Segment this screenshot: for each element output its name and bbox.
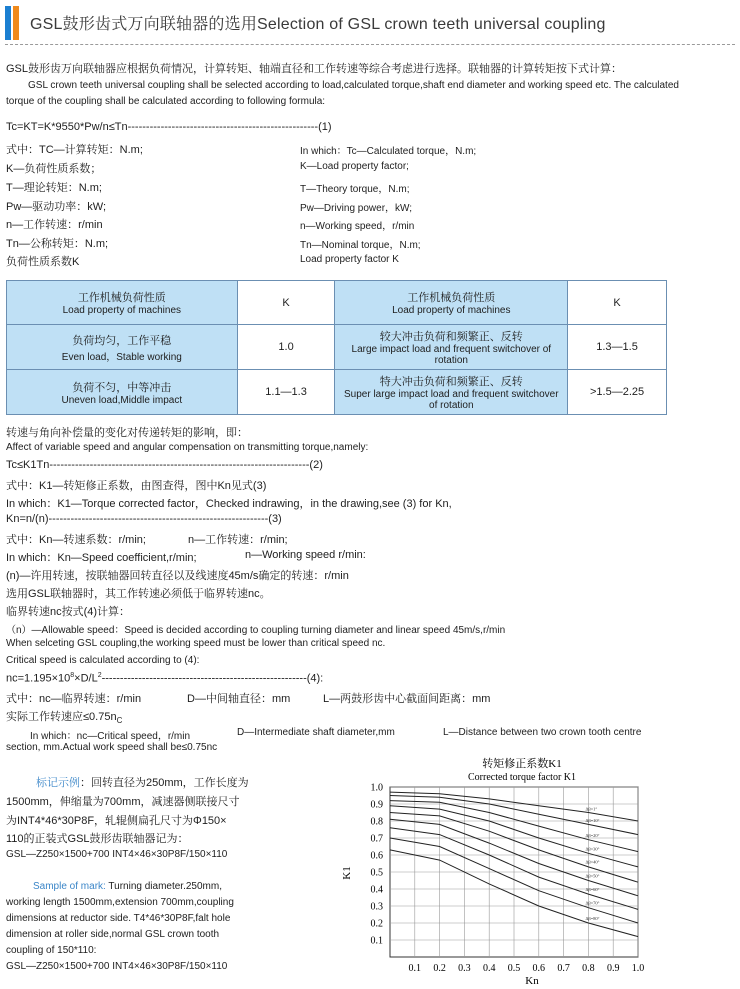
- def-right-item: K—Load property factor;: [300, 161, 409, 172]
- formula-1: Tc=KT=K*9550*Pw/n≤Tn----------------------------------------------------(1): [6, 121, 332, 133]
- chart-xtick-label: 1.0: [631, 963, 645, 974]
- table-row: [7, 370, 667, 415]
- sec2-line: Affect of variable speed and angular compensation on transmitting torque,namely:: [6, 442, 369, 453]
- sample-line: working length 1500mm,extension 700mm,coupling: [6, 897, 234, 908]
- sec2-line: 转速与角向补偿量的变化对传递转矩的影响，即：: [6, 427, 248, 439]
- sample-line: dimension at roller side,normal GSL crown tooth: [6, 929, 220, 940]
- formula-4-sup: 8: [70, 672, 75, 679]
- table-cell: [568, 325, 667, 370]
- cell-k: 1.3—1.5: [596, 341, 638, 353]
- def-left-item: 负荷性质系数K: [6, 256, 80, 268]
- chart-series-label: Δβ=10°: [585, 817, 600, 823]
- sec2-line: In which：Kn—Speed coefficient,r/min;: [6, 552, 197, 564]
- sec2-line: 选用GSL联轴器时，其工作转速必须低于临界转速nc。: [6, 588, 271, 600]
- def-left-item: Tn—公称转矩：N.m;: [6, 238, 109, 250]
- chart-xtick-label: 0.7: [557, 963, 570, 974]
- cell-cn: 负荷均匀，工作平稳: [72, 334, 172, 347]
- sample-line: [33, 881, 222, 892]
- def-left-item: T—理论转矩：N.m;: [6, 182, 102, 194]
- sec2-sub: C: [116, 716, 123, 726]
- def-left-item: K—负荷性质系数；: [6, 163, 102, 175]
- sample-label: Sample of mark:: [33, 881, 106, 892]
- load-property-table: [6, 280, 667, 415]
- header-divider: [5, 44, 735, 45]
- cell-en: Even load，Stable working: [61, 351, 182, 363]
- intro-en-line1: GSL crown teeth universal coupling shall be selected according to load,calculated torque,shaft end diameter and working speed etc. The calculated: [28, 80, 679, 91]
- sec2-line: 式中：Kn—转速系数：r/min;: [6, 534, 146, 546]
- sample-text: ：回转直径为250mm，工作长度为: [80, 777, 249, 789]
- intro-cn: GSL鼓形齿万向联轴器应根据负荷情况，计算转矩、轴端直径和工作转速等综合考虑进行选择。联轴器的计算转矩按下式计算：: [6, 63, 623, 75]
- sec2-line: （n）—Allowable speed：Speed is decided according to coupling turning diameter and linear speed 45m/s,r/min: [6, 625, 506, 636]
- chart-ytick-label: 0.5: [370, 867, 383, 879]
- chart-ytick-label: 0.2: [370, 918, 383, 930]
- def-right-item: Load property factor K: [300, 254, 399, 265]
- table-row: [7, 325, 667, 370]
- sec2-line: section, mm.Actual work speed shall be≤0.75nc: [6, 742, 218, 753]
- sec2-line: Critical speed is calculated according to (4):: [6, 655, 200, 666]
- cell-cn: 特大冲击负荷和频繁正、反转: [379, 376, 523, 388]
- chart-series-label: Δβ=40°: [585, 859, 600, 865]
- header-k: K: [282, 296, 290, 309]
- formula-4-part: nc=1.195×10: [6, 672, 71, 685]
- chart-xtick-label: 0.5: [507, 963, 521, 974]
- header-k: K: [613, 296, 621, 309]
- sample-line: 110的正装式GSL鼓形齿联轴器记为：: [6, 833, 189, 845]
- formula-4-part: ×D/L: [74, 672, 98, 685]
- chart-title: 转矩修正系数K1: [482, 758, 562, 770]
- def-right-item: n—Working speed，r/min: [300, 221, 415, 232]
- cell-en: Super large impact load and frequent switchover of rotation: [344, 389, 559, 411]
- def-left-item: 式中：TC—计算转矩：N.m;: [6, 144, 143, 156]
- table-cell: [7, 325, 238, 370]
- table-header-row: [7, 281, 667, 325]
- header-en: Load property of machines: [62, 305, 182, 316]
- sec2-line: L—两鼓形齿中心截面间距离：mm: [323, 693, 491, 705]
- table-cell: [237, 325, 335, 370]
- sec2-line: 式中：K1—转矩修正系数，由图查得，图中Kn见式(3): [6, 480, 267, 492]
- chart-xlabel: Kn: [525, 975, 539, 987]
- chart-xtick-label: 0.4: [482, 963, 496, 974]
- sec2-line: When selceting GSL coupling,the working speed must be lower than critical speed nc.: [6, 638, 386, 649]
- chart-series-label: Δβ=1°: [585, 806, 598, 812]
- chart-xtick-label: 0.8: [582, 963, 595, 974]
- header-accent-orange: [13, 6, 19, 40]
- table-header-cell: [237, 281, 335, 325]
- sec2-line: D—中间轴直径：mm: [187, 693, 291, 705]
- sample-line: 为INT4*46*30P8F，轧辊侧扁孔尺寸为Φ150×: [6, 815, 227, 827]
- def-right-item: Pw—Driving power，kW;: [300, 203, 413, 214]
- k1-chart: [330, 755, 670, 987]
- table-cell: [335, 370, 568, 415]
- sec2-line: In which：K1—Torque corrected factor，Checked indrawing，in the drawing,see (3) for Kn,: [6, 498, 452, 510]
- sample-line: [36, 774, 249, 790]
- header-accent-blue: [5, 6, 11, 40]
- table-cell: [237, 370, 335, 415]
- header-cn: 工作机械负荷性质: [407, 292, 496, 304]
- sec2-line: [6, 708, 122, 725]
- cell-en: Large impact load and frequent switchover of rotation: [351, 344, 552, 366]
- chart-ytick-label: 0.8: [370, 816, 383, 828]
- sample-line: dimensions at reductor side. T4*46*30P8F,falt hole: [6, 913, 231, 924]
- chart-series-label: Δβ=80°: [585, 915, 600, 921]
- chart-ytick-label: 0.6: [370, 850, 383, 862]
- table-cell: [568, 370, 667, 415]
- cell-en: Uneven load,Middle impact: [61, 394, 183, 406]
- chart-series-label: Δβ=30°: [585, 846, 600, 852]
- sec2-line: 式中：nc—临界转速：r/min: [6, 693, 142, 705]
- cell-cn: 负荷不匀，中等冲击: [72, 381, 172, 394]
- formula-4-part: --------------------------------------------------------(4):: [101, 672, 324, 685]
- sec2-part: 实际工作转速应≤0.75n: [6, 711, 117, 723]
- chart-xtick-label: 0.2: [433, 963, 446, 974]
- page-title: GSL鼓形齿式万向联轴器的选用Selection of GSL crown teeth universal coupling: [30, 16, 606, 33]
- formula-2: Tc≤K1Tn-----------------------------------------------------------------------(2): [6, 459, 323, 471]
- intro-en-line2: torque of the coupling shall be calculated according to following formula:: [6, 96, 326, 107]
- def-left-item: Pw—驱动功率：kW;: [6, 201, 107, 213]
- chart-ytick-label: 0.7: [370, 833, 383, 845]
- chart-ytick-label: 0.3: [370, 901, 383, 913]
- def-right-item: Tn—Nominal torque，N.m;: [300, 240, 421, 251]
- chart-ylabel: K1: [341, 866, 353, 880]
- chart-ytick-label: 0.4: [370, 884, 383, 896]
- def-right-item: In which：Tc—Calculated torque，N.m;: [300, 146, 477, 157]
- sample-line: coupling of 150*110:: [6, 945, 97, 956]
- sec2-line: 临界转速nc按式(4)计算：: [6, 606, 131, 618]
- sample-text: Turning diameter.250mm,: [105, 881, 222, 892]
- table-cell: [335, 325, 568, 370]
- cell-k: 1.0: [278, 341, 294, 353]
- sample-label: 标记示例: [36, 777, 80, 789]
- sec2-line: (n)—许用转速，按联轴器回转直径以及线速度45m/s确定的转速：r/min: [6, 570, 349, 582]
- header-cn: 工作机械负荷性质: [77, 292, 166, 304]
- formula-3: Kn=n/(n)------------------------------------------------------------(3): [6, 513, 282, 525]
- table-header-cell: [7, 281, 238, 325]
- table-cell: [7, 370, 238, 415]
- chart-series-label: Δβ=50°: [585, 873, 600, 879]
- formula-4: [6, 672, 323, 685]
- cell-cn: 较大冲击负荷和频繁正、反转: [379, 331, 523, 343]
- chart-xtick-label: 0.1: [408, 963, 422, 974]
- header-en: Load property of machines: [392, 305, 511, 316]
- chart-xtick-label: 0.3: [458, 963, 471, 974]
- sec2-line: n—工作转速：r/min;: [188, 534, 288, 546]
- cell-k: 1.1—1.3: [265, 386, 307, 398]
- sec2-line: D—Intermediate shaft diameter,mm: [237, 727, 395, 738]
- cell-k: >1.5—2.25: [589, 386, 645, 398]
- chart-ytick-label: 1.0: [370, 782, 383, 794]
- sec2-line: In which：nc—Critical speed，r/min: [30, 731, 191, 742]
- chart-series-label: Δβ=20°: [585, 832, 600, 838]
- chart-subtitle: Corrected torque factor K1: [467, 772, 577, 783]
- chart-grid: [390, 787, 638, 957]
- chart-ytick-label: 0.1: [370, 935, 383, 947]
- chart-xtick-label: 0.6: [532, 963, 546, 974]
- table-header-cell: [335, 281, 568, 325]
- sample-line: GSL—Z250×1500+700 INT4×46×30P8F/150×110: [6, 961, 228, 972]
- def-left-item: n—工作转速：r/min: [6, 219, 103, 231]
- table-header-cell: [568, 281, 667, 325]
- formula-4-sup: 2: [97, 672, 102, 679]
- chart-xtick-label: 0.9: [606, 963, 620, 974]
- chart-series-label: Δβ=70°: [585, 900, 600, 906]
- def-right-item: T—Theory torque，N.m;: [300, 184, 410, 195]
- sample-line: GSL—Z250×1500+700 INT4×46×30P8F/150×110: [6, 849, 228, 860]
- chart-series-label: Δβ=60°: [585, 886, 600, 892]
- sample-line: 1500mm，伸缩量为700mm，减速器侧联接尺寸: [6, 796, 240, 808]
- chart-ticks: [371, 783, 645, 975]
- chart-ytick-label: 0.9: [370, 799, 383, 811]
- sec2-line: n—Working speed r/min:: [245, 549, 366, 561]
- sec2-line: L—Distance between two crown tooth centre: [443, 727, 642, 738]
